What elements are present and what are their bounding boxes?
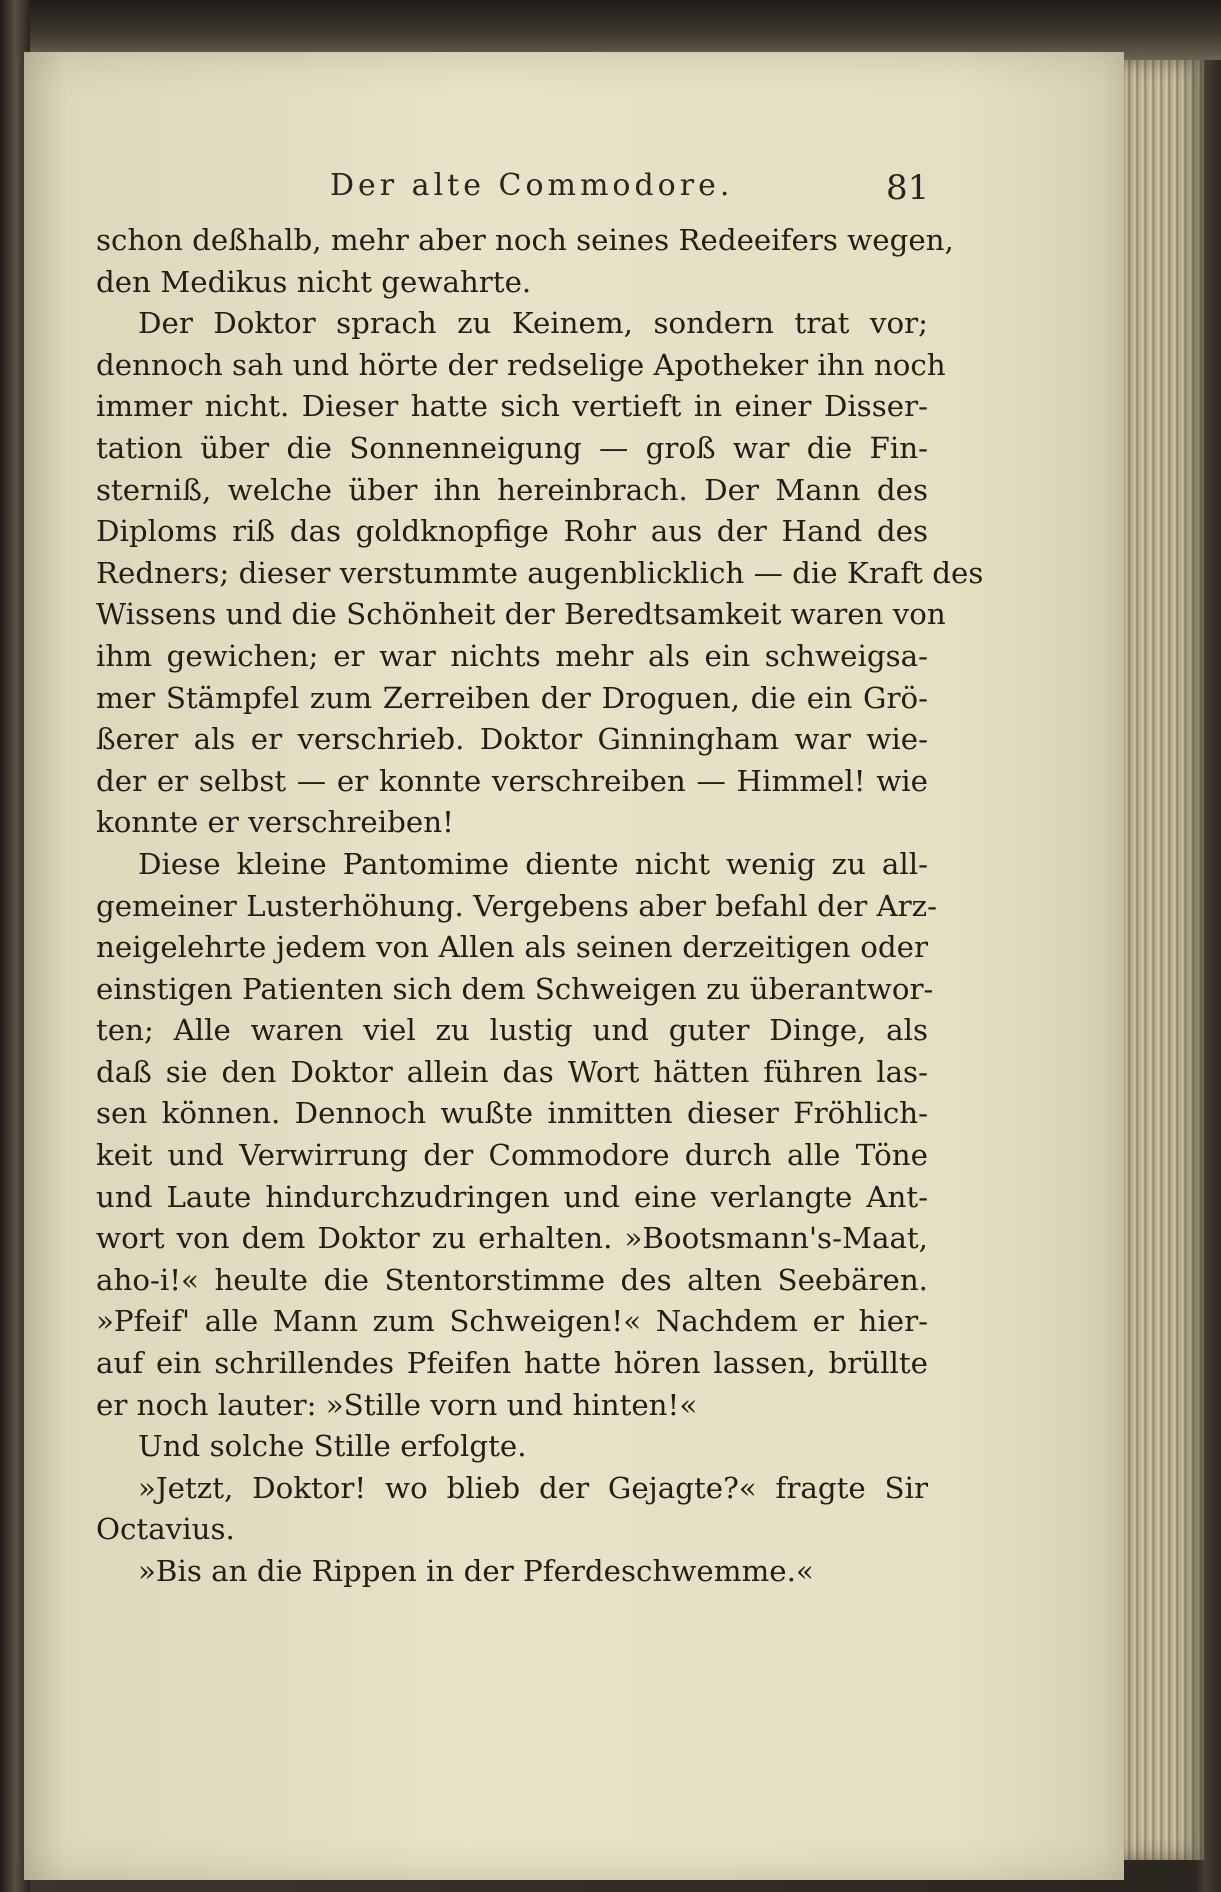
text-line: daß sie den Doktor allein das Wort hätten führen las- bbox=[96, 1054, 928, 1089]
text-line: tation über die Sonnenneigung — groß war die Fin- bbox=[96, 430, 928, 465]
text-line: Octavius. bbox=[96, 1512, 235, 1547]
text-line: Der Doktor sprach zu Keinem, sondern trat vor; bbox=[138, 306, 928, 341]
text-line: Diploms riß das goldknopfige Rohr aus der Hand des bbox=[96, 514, 928, 549]
text-line: aho-i!« heulte die Stentorstimme des alten Seebären. bbox=[96, 1262, 928, 1297]
top-book-edge bbox=[0, 0, 1221, 60]
text-line: konnte er verschreiben! bbox=[96, 805, 454, 840]
text-line: »Pfeif' alle Mann zum Schweigen!« Nachdem er hier- bbox=[96, 1304, 928, 1339]
text-line: schon deßhalb, mehr aber noch seines Redeeifers wegen, bbox=[96, 223, 954, 257]
text-line: mer Stämpfel zum Zerreiben der Droguen, die ein Grö- bbox=[96, 680, 928, 715]
page-number: 81 bbox=[886, 168, 930, 208]
text-line: gemeiner Lusterhöhung. Vergebens aber befahl der Arz- bbox=[96, 888, 938, 923]
text-line: auf ein schrillendes Pfeifen hatte hören lassen, brüllte bbox=[96, 1346, 928, 1381]
text-line: Diese kleine Pantomime diente nicht wenig zu all- bbox=[138, 846, 928, 881]
text-line: er noch lauter: »Stille vorn und hinten!« bbox=[96, 1387, 698, 1422]
text-line: einstigen Patienten sich dem Schweigen zu überantwor- bbox=[96, 971, 934, 1006]
text-line: Wissens und die Schönheit der Beredtsamkeit waren von bbox=[96, 597, 946, 632]
text-line: ihm gewichen; er war nichts mehr als ein schweigsa- bbox=[96, 638, 928, 673]
text-line: Und solche Stille erfolgte. bbox=[138, 1429, 527, 1464]
text-line: den Medikus nicht gewahrte. bbox=[96, 264, 532, 299]
text-line: »Bis an die Rippen in der Pferdeschwemme.« bbox=[138, 1554, 814, 1588]
text-line: Redners; dieser verstummte augenblicklich — die Kraft des bbox=[96, 555, 984, 590]
page-stack-edges bbox=[1124, 60, 1204, 1860]
text-line: keit und Verwirrung der Commodore durch alle Töne bbox=[96, 1138, 928, 1173]
running-head: Der alte Commodore. bbox=[330, 168, 734, 203]
text-line: ten; Alle waren viel zu lustig und guter Dinge, als bbox=[96, 1013, 928, 1048]
body-text bbox=[96, 220, 984, 1593]
text-line: neigelehrte jedem von Allen als seinen derzeitigen oder bbox=[96, 930, 928, 965]
text-line: und Laute hindurchzudringen und eine verlangte Ant- bbox=[96, 1179, 928, 1214]
text-line: der er selbst — er konnte verschreiben — Himmel! wie bbox=[96, 763, 928, 798]
left-margin-rule bbox=[16, 60, 18, 1860]
text-line: immer nicht. Dieser hatte sich vertieft in einer Disser- bbox=[96, 389, 928, 424]
text-line: sen können. Dennoch wußte inmitten dieser Fröhlich- bbox=[96, 1096, 928, 1131]
text-line: »Jetzt, Doktor! wo blieb der Gejagte?« fragte Sir bbox=[138, 1470, 928, 1505]
text-line: sterniß, welche über ihn hereinbrach. Der Mann des bbox=[96, 472, 928, 507]
text-line: wort von dem Doktor zu erhalten. »Bootsmann's-Maat, bbox=[96, 1221, 928, 1256]
text-line: dennoch sah und hörte der redselige Apotheker ihn noch bbox=[96, 347, 946, 382]
text-line: ßerer als er verschrieb. Doktor Ginningham war wie- bbox=[96, 722, 928, 757]
